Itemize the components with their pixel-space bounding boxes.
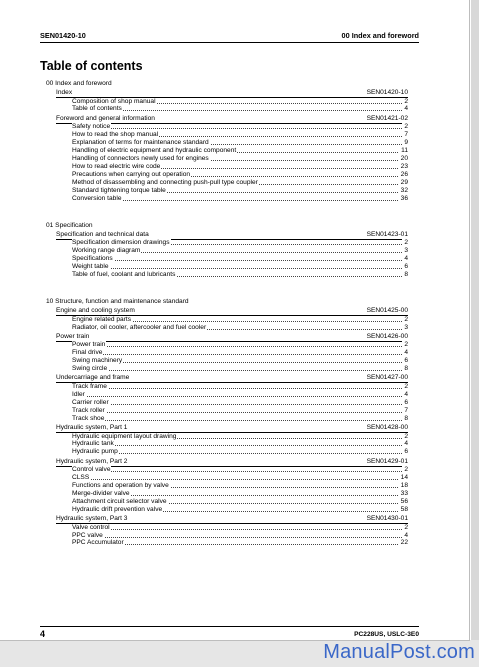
dot-leader <box>72 420 408 421</box>
toc-entry-label: Hydraulic drift prevention valve <box>72 505 163 513</box>
toc-entry-page: 2 <box>404 97 408 105</box>
toc-entry-label: Track roller <box>72 406 105 414</box>
toc-entry-page: 4 <box>404 531 408 539</box>
toc-entry-label: Specifications <box>72 255 113 263</box>
toc-entry-label: PPC valve <box>72 531 103 539</box>
toc-entry-page: 6 <box>404 263 408 271</box>
toc-entry-label: Table of fuel, coolant and lubricants <box>72 271 176 279</box>
toc-group-code: SEN01430-01 <box>366 515 408 522</box>
toc-entry[interactable] <box>72 247 408 255</box>
toc-entry[interactable] <box>72 391 408 399</box>
toc-entry-label: Specification dimension drawings <box>72 239 170 247</box>
toc-entry-page: 18 <box>400 482 408 489</box>
toc-entry-label: Safety notice <box>72 123 111 131</box>
toc-entry[interactable] <box>72 498 408 506</box>
toc-entry[interactable] <box>72 155 408 163</box>
toc-entry-label: Handling of connectors newly used for engines <box>72 154 209 162</box>
toc-entry[interactable] <box>72 365 408 373</box>
toc-entry[interactable] <box>72 466 408 474</box>
toc-entry[interactable] <box>72 407 408 415</box>
toc-entry-page: 23 <box>400 162 408 170</box>
toc-section-title: 00 Index and foreword <box>46 80 112 87</box>
toc-entry-page: 56 <box>400 497 408 505</box>
toc-entry-label: How to read the shop manual <box>72 131 159 139</box>
toc-entry[interactable] <box>72 255 408 263</box>
dot-leader <box>72 260 408 261</box>
toc-group-code: SEN01427-00 <box>366 374 408 382</box>
dot-leader <box>72 388 408 389</box>
toc-entry-label: Idler <box>72 390 85 398</box>
toc-entry-page: 22 <box>400 539 408 547</box>
page-shadow-right <box>471 0 479 640</box>
toc-entry-page: 4 <box>404 390 408 398</box>
toc-entry-page: 2 <box>404 466 408 474</box>
toc-section-title: 01 Specification <box>46 221 93 229</box>
toc-entry-label: Valve control <box>72 523 110 531</box>
toc-entry-page: 3 <box>404 247 408 255</box>
footer-page-number: 4 <box>40 629 46 639</box>
dot-leader <box>72 404 408 405</box>
toc-entry[interactable] <box>72 532 408 540</box>
toc-entry-page: 32 <box>400 186 408 194</box>
toc-entry[interactable] <box>72 105 408 113</box>
toc-entry-label: CLSS <box>72 474 90 482</box>
toc-entry[interactable] <box>72 316 408 324</box>
toc-entry-label: Carrier roller <box>72 398 109 406</box>
toc-group-title: Index <box>56 88 73 96</box>
toc-group-code: SEN01421-02 <box>366 114 408 122</box>
toc-entry-page: 2 <box>404 315 408 323</box>
toc-group-code: SEN01426-00 <box>366 332 408 340</box>
toc-entry-label: Table of contents <box>72 105 122 113</box>
toc-entry-page: 8 <box>404 365 408 373</box>
toc-entry[interactable] <box>72 440 408 448</box>
header-section-title: 00 Index and foreword <box>341 31 419 40</box>
toc-entry-page: 2 <box>404 523 408 531</box>
toc-entry[interactable] <box>72 163 408 171</box>
toc-group-title: Specification and technical data <box>56 230 149 238</box>
toc-entry-page: 4 <box>404 255 408 263</box>
toc-group-title: Undercarriage and frame <box>56 374 130 382</box>
toc-entry-page: 6 <box>404 357 408 365</box>
toc-group-title: Hydraulic system, Part 3 <box>56 515 128 522</box>
toc-entry-page: 7 <box>404 131 408 139</box>
toc-group-title: Power train <box>56 332 90 340</box>
toc-entry-page: 20 <box>400 154 408 162</box>
toc-entry-label: Track frame <box>72 383 107 390</box>
toc-entry[interactable] <box>72 383 408 391</box>
toc-entry-page: 33 <box>400 489 408 497</box>
toc-entry-label: Weight table <box>72 263 109 271</box>
toc-entry-label: Precautions when carrying out operation <box>72 170 191 178</box>
toc-entry-page: 2 <box>404 123 408 131</box>
toc-entry[interactable] <box>72 147 408 155</box>
toc-entry[interactable] <box>72 482 408 490</box>
toc-entry[interactable] <box>72 98 408 106</box>
toc-entry-page: 4 <box>404 349 408 357</box>
toc-entry-page: 2 <box>404 341 408 349</box>
toc-entry-label: Hydraulic tank <box>72 440 114 448</box>
toc-group-code: SEN01423-01 <box>366 230 408 238</box>
toc-group-title: Foreword and general information <box>56 114 155 122</box>
toc-entry-page: 9 <box>404 139 408 147</box>
footer-rule <box>40 626 419 627</box>
toc-group-code: SEN01429-01 <box>366 457 408 465</box>
toc-group-title: Hydraulic system, Part 2 <box>56 457 128 465</box>
dot-leader <box>72 346 408 347</box>
toc-entry-label: Hydraulic equipment layout drawing <box>72 432 177 440</box>
dot-leader <box>72 453 408 454</box>
toc-entry-label: How to read electric wire code <box>72 162 161 170</box>
toc-entry-page: 29 <box>400 178 408 186</box>
dot-leader <box>72 445 408 446</box>
dot-leader <box>72 529 408 530</box>
toc-entry[interactable] <box>72 448 408 456</box>
toc-entry-label: Final drive <box>72 349 103 357</box>
toc-entry-page: 11 <box>401 147 408 154</box>
toc-entry-label: Explanation of terms for maintenance standard <box>72 139 209 147</box>
toc-entry-label: Handling of electric equipment and hydraulic component <box>72 147 237 154</box>
toc-group-code: SEN01420-10 <box>366 88 408 96</box>
toc-entry-label: Method of disassembling and connecting push-pull type coupler <box>72 178 258 186</box>
toc-entry-page: 4 <box>404 105 408 113</box>
toc-entry[interactable] <box>72 187 408 195</box>
dot-leader <box>72 479 408 480</box>
toc-entry-label: Standard tightening torque table <box>72 186 166 194</box>
toc-entry[interactable] <box>72 123 408 131</box>
toc-entry[interactable] <box>72 539 408 547</box>
toc-entry-page: 7 <box>404 406 408 414</box>
toc-entry-label: Working range diagram <box>72 247 141 255</box>
toc-entry[interactable] <box>72 139 408 147</box>
toc-section-title: 10 Structure, function and maintenance standard <box>46 298 189 306</box>
toc-entry-page: 8 <box>404 271 408 279</box>
header-doc-code: SEN01420-10 <box>40 31 86 40</box>
dot-leader <box>72 396 408 397</box>
toc-entry[interactable] <box>72 239 408 247</box>
toc-entry-label: Conversion table <box>72 194 122 202</box>
toc-entry[interactable] <box>72 399 408 407</box>
dot-leader <box>72 471 408 472</box>
toc-entry[interactable] <box>72 324 408 332</box>
toc-group-code: SEN01428-00 <box>366 423 408 431</box>
toc-entry[interactable] <box>72 349 408 357</box>
toc-group-code: SEN01425-00 <box>366 307 408 315</box>
toc-entry-label: Track shoe <box>72 414 105 422</box>
toc-entry-label: Engine related parts <box>72 315 132 323</box>
toc-entry[interactable] <box>72 357 408 365</box>
toc-entry-label: Merge-divider valve <box>72 489 130 497</box>
dot-leader <box>72 370 408 371</box>
toc-entry-label: Power train <box>72 341 106 349</box>
dot-leader <box>72 128 408 129</box>
toc-entry-page: 6 <box>404 448 408 456</box>
watermark: ManualPost.com <box>323 641 475 663</box>
toc-group-title: Engine and cooling system <box>56 307 135 315</box>
toc-entry-page: 8 <box>404 414 408 422</box>
toc-entry-page: 26 <box>400 170 408 178</box>
toc-entry[interactable] <box>72 171 408 179</box>
dot-leader <box>72 412 408 413</box>
toc-entry[interactable] <box>72 131 408 139</box>
toc-entry-page: 58 <box>400 505 408 513</box>
toc-entry-page: 6 <box>404 398 408 406</box>
toc-entry-page: 36 <box>400 194 408 202</box>
toc-entry-page: 4 <box>404 440 408 448</box>
header-rule <box>40 42 419 43</box>
toc-entry-label: Radiator, oil cooler, aftercooler and fuel cooler <box>72 323 207 331</box>
toc-group-title: Hydraulic system, Part 1 <box>56 423 128 431</box>
toc-entry[interactable] <box>72 195 408 203</box>
toc-entry[interactable] <box>72 474 408 482</box>
toc-entry-label: Composition of shop manual <box>72 97 156 105</box>
toc-entry-page: 14 <box>400 474 408 482</box>
toc-entry[interactable] <box>72 271 408 279</box>
toc-entry[interactable] <box>72 524 408 532</box>
toc-entry[interactable] <box>72 341 408 349</box>
toc-entry-page: 2 <box>404 432 408 440</box>
toc-entry-label: Swing machinery <box>72 357 123 365</box>
toc-entry-page: 2 <box>404 383 408 390</box>
dot-leader <box>72 268 408 269</box>
toc-entry-label: Hydraulic pump <box>72 448 118 456</box>
footer-model: PC228US, USLC-3E0 <box>354 631 419 638</box>
toc-entry-page: 2 <box>404 239 408 247</box>
toc-entry-label: Swing circle <box>72 365 108 373</box>
toc-entry[interactable] <box>72 179 408 187</box>
toc-entry-label: Attachment circuit selector valve <box>72 497 167 505</box>
page-title: Table of contents <box>40 59 143 73</box>
toc-entry-label: PPC Accumulator <box>72 539 124 547</box>
toc-entry[interactable] <box>72 506 408 514</box>
dot-leader <box>72 354 408 355</box>
toc-entry-label: Control valve <box>72 466 111 474</box>
dot-leader <box>72 537 408 538</box>
toc-entry-label: Functions and operation by valve <box>72 482 169 489</box>
toc-entry[interactable] <box>72 490 408 498</box>
toc-entry-page: 3 <box>404 323 408 331</box>
toc-entry[interactable] <box>72 415 408 423</box>
toc-entry[interactable] <box>72 263 408 271</box>
toc-entry[interactable] <box>72 433 408 441</box>
